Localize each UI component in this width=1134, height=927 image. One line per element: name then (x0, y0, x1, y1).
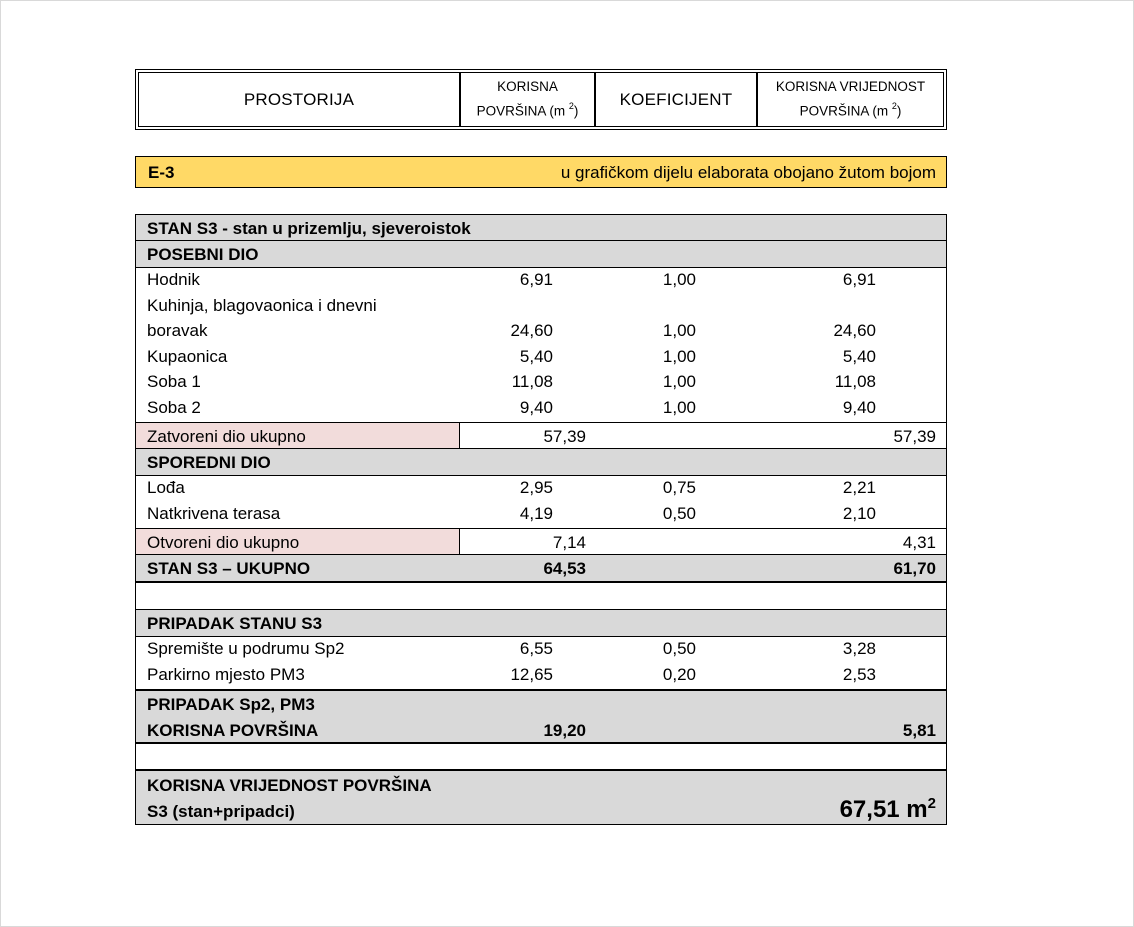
row-area: 4,19 (519, 504, 553, 523)
table-row (136, 270, 946, 296)
row-area: 6,91 (519, 270, 553, 289)
table-row (136, 665, 946, 691)
grand-total-line1: KORISNA VRIJEDNOST POVRŠINA (147, 776, 432, 795)
row-value: 2,21 (842, 478, 876, 497)
e3-note: u grafičkom dijelu elaborata obojano žutom bojom (560, 163, 936, 182)
zatvoreni-total-row (136, 422, 946, 449)
grand-total-sup: 2 (927, 795, 936, 812)
column-divider (459, 422, 460, 449)
row-value: 2,10 (842, 504, 876, 523)
row-area: 6,55 (519, 639, 553, 658)
header-vrijednost-end: ) (896, 103, 902, 119)
row-coef: 1,00 (662, 347, 696, 366)
zatvoreni-total-value: 57,39 (893, 427, 936, 446)
header-vrijednost-line1: KORISNA VRIJEDNOST (775, 79, 926, 95)
row-value: 9,40 (842, 398, 876, 417)
e3-bar (135, 156, 947, 188)
sporedni-heading-row (136, 449, 946, 476)
row-value: 6,91 (842, 270, 876, 289)
header-prostorija-label: PROSTORIJA (243, 89, 355, 109)
spacer-row (136, 583, 946, 610)
pripadak-total-row (136, 689, 946, 744)
pripadak-heading: PRIPADAK STANU S3 (147, 614, 323, 633)
header-vrijednost-line2: POVRŠINA (m (799, 103, 889, 119)
header-table (135, 69, 947, 130)
section-title-row (136, 214, 946, 241)
row-name: Hodnik (147, 270, 200, 289)
header-koeficijent (595, 72, 757, 127)
section-title: STAN S3 - stan u prizemlju, sjeveroistok (147, 219, 471, 238)
stan-total-value: 61,70 (893, 559, 936, 578)
zatvoreni-total-area: 57,39 (543, 427, 586, 446)
row-name: Soba 2 (147, 398, 201, 417)
row-area: 12,65 (510, 665, 553, 684)
header-korisna-line2: POVRŠINA (m (476, 103, 566, 119)
stan-total-row (136, 555, 946, 583)
stan-total-area: 64,53 (543, 559, 586, 578)
row-name: boravak (147, 321, 208, 340)
otvoreni-total-row (136, 528, 946, 555)
otvoreni-total-label: Otvoreni dio ukupno (147, 533, 300, 552)
table-row (136, 504, 946, 530)
row-coef: 1,00 (662, 321, 696, 340)
row-value: 5,40 (842, 347, 876, 366)
pripadak-heading-row (136, 610, 946, 637)
row-coef: 1,00 (662, 372, 696, 391)
row-coef: 0,50 (662, 504, 696, 523)
table-row (136, 398, 946, 424)
row-name: Kupaonica (147, 347, 228, 366)
row-name: Lođa (147, 478, 185, 497)
zatvoreni-total-label: Zatvoreni dio ukupno (147, 427, 306, 446)
row-name-line1: Kuhinja, blagovaonica i dnevni (147, 296, 377, 315)
row-coef: 0,75 (662, 478, 696, 497)
spacer-row (136, 744, 946, 771)
header-prostorija (138, 72, 460, 127)
grand-total-line2: S3 (stan+pripadci) (147, 802, 295, 821)
row-coef: 0,50 (662, 639, 696, 658)
e3-code: E-3 (148, 163, 175, 182)
row-name: Natkrivena terasa (147, 504, 281, 523)
row-name: Soba 1 (147, 372, 201, 391)
table-row (136, 372, 946, 398)
row-name: Parkirno mjesto PM3 (147, 665, 305, 684)
grand-total-number: 67,51 m (839, 796, 928, 823)
table-row (136, 639, 946, 665)
otvoreni-total-value: 4,31 (902, 533, 936, 552)
row-coef: 1,00 (662, 270, 696, 289)
posebni-heading-row (136, 241, 946, 268)
row-area: 2,95 (519, 478, 553, 497)
table-row (136, 296, 946, 322)
row-area: 24,60 (510, 321, 553, 340)
header-korisna-end: ) (573, 103, 579, 119)
column-divider (459, 528, 460, 555)
row-value: 24,60 (833, 321, 876, 340)
table-row (136, 321, 946, 347)
row-value: 3,28 (842, 639, 876, 658)
sporedni-heading: SPOREDNI DIO (147, 453, 271, 472)
header-koeficijent-label: KOEFICIJENT (619, 89, 733, 109)
header-korisna-line1: KORISNA (497, 79, 558, 95)
row-area: 11,08 (511, 372, 553, 391)
header-korisna-povrsina (460, 72, 595, 127)
row-value: 2,53 (842, 665, 876, 684)
pripadak-total-value: 5,81 (902, 721, 936, 740)
header-korisna-sup: 2 (568, 101, 574, 112)
header-korisna-vrijednost (757, 72, 944, 127)
header-vrijednost-sup: 2 (891, 101, 897, 112)
main-table (135, 214, 947, 825)
row-area: 5,40 (519, 347, 553, 366)
pripadak-total-area: 19,20 (543, 721, 586, 740)
posebni-heading: POSEBNI DIO (147, 245, 259, 264)
table-row (136, 478, 946, 504)
row-name: Spremište u podrumu Sp2 (147, 639, 345, 658)
stan-total-label: STAN S3 – UKUPNO (147, 559, 311, 578)
row-coef: 1,00 (662, 398, 696, 417)
pripadak-total-line2: KORISNA POVRŠINA (147, 721, 319, 740)
row-coef: 0,20 (662, 665, 696, 684)
row-value: 11,08 (834, 372, 876, 391)
grand-total-row (136, 771, 946, 825)
table-row (136, 347, 946, 373)
pripadak-total-line1: PRIPADAK Sp2, PM3 (147, 695, 315, 714)
otvoreni-total-area: 7,14 (552, 533, 586, 552)
row-area: 9,40 (519, 398, 553, 417)
grand-total-value (840, 795, 936, 824)
